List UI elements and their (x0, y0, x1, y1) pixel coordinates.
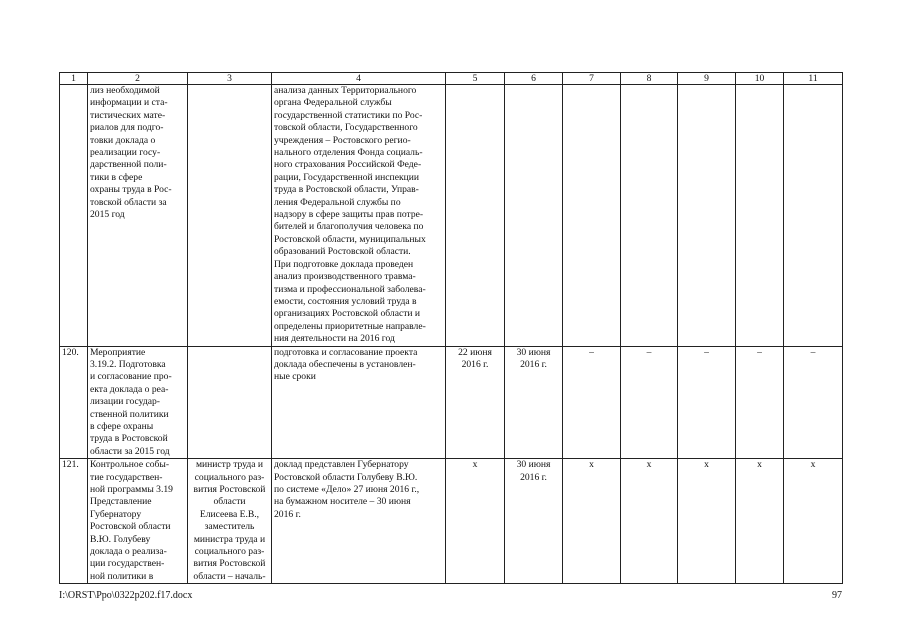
header-row (60, 73, 843, 85)
fact-date-cell: 30 июня 2016 г. (505, 459, 563, 584)
value-cell (563, 85, 621, 347)
plan-date-cell: 22 июня 2016 г. (446, 346, 505, 459)
result-cell: доклад представлен Губернатору Ростовской области Голубеву В.Ю. по системе «Дело» 27 июня 2016 г., на бумажном носителе – 30 июня 2016 г. (272, 459, 446, 584)
header-cell: 8 (621, 73, 678, 85)
report-table (59, 72, 843, 584)
header-cell: 11 (784, 73, 843, 85)
value-cell (621, 85, 678, 347)
row-number (60, 85, 88, 347)
value-cell: – (784, 346, 843, 459)
header-cell: 4 (272, 73, 446, 85)
header-cell: 6 (505, 73, 563, 85)
value-cell: – (563, 346, 621, 459)
footer-file-path: I:\ORST\Ppo\0322p202.f17.docx (59, 590, 193, 601)
value-cell: x (784, 459, 843, 584)
header-cell: 9 (678, 73, 736, 85)
table-row (60, 346, 843, 459)
page-number: 97 (832, 590, 842, 601)
value-cell (736, 85, 784, 347)
header-cell: 3 (188, 73, 272, 85)
value-cell: – (678, 346, 736, 459)
result-cell: подготовка и согласование проекта доклада обеспечены в установлен- ные сроки (272, 346, 446, 459)
value-cell: x (621, 459, 678, 584)
header-cell: 7 (563, 73, 621, 85)
activity-cell: Контрольное собы- тие государствен- ной программы 3.19 Представление Губернатору Ростовской области В.Ю. Голубеву доклада о реализа- ции государствен- ной политики в (88, 459, 188, 584)
activity-cell: лиз необходимой информации и ста- тистических мате- риалов для подго- товки доклада о реализации госу- дарственной поли- тики в сфере охраны труда в Рос- товской области за 2015 год (88, 85, 188, 347)
header-cell: 5 (446, 73, 505, 85)
value-cell: – (621, 346, 678, 459)
row-number: 120. (60, 346, 88, 459)
value-cell (784, 85, 843, 347)
value-cell (678, 85, 736, 347)
responsible-cell (188, 346, 272, 459)
header-cell: 1 (60, 73, 88, 85)
plan-date-cell (446, 85, 505, 347)
value-cell: – (736, 346, 784, 459)
header-cell: 10 (736, 73, 784, 85)
value-cell: x (678, 459, 736, 584)
responsible-cell: министр труда и социального раз- вития Ростовской области Елисеева Е.В., заместитель министра труда и социального раз- вития Ростовской области – началь- (188, 459, 272, 584)
fact-date-cell (505, 85, 563, 347)
value-cell: x (736, 459, 784, 584)
responsible-cell (188, 85, 272, 347)
value-cell: x (563, 459, 621, 584)
header-cell: 2 (88, 73, 188, 85)
result-cell: анализа данных Территориального органа Федеральной службы государственной статистики по Рос- товской области, Государственного учреждения – Ростовского регио- нального отделения Фонда социаль- ного страхования Российской Феде- рации, Государственной инспекции труда в Ростовской области, Управ- ления Федеральной службы по надзору в сфере защиты прав потре- бителей и благополучия человека по Ростовской области, муниципальных образований Ростовской области. При подготовке доклада проведен анализ производственного травма- тизма и профессиональной заболева- емости, состояния условий труда в организациях Ростовской области и определены приоритетные направле- ния деятельности на 2016 год (272, 85, 446, 347)
plan-date-cell: x (446, 459, 505, 584)
row-number: 121. (60, 459, 88, 584)
activity-cell: Мероприятие 3.19.2. Подготовка и согласование про- екта доклада о реа- лизации государ- ственной политики в сфере охраны труда в Ростовской области за 2015 год (88, 346, 188, 459)
table-row (60, 459, 843, 584)
fact-date-cell: 30 июня 2016 г. (505, 346, 563, 459)
table-row (60, 85, 843, 347)
